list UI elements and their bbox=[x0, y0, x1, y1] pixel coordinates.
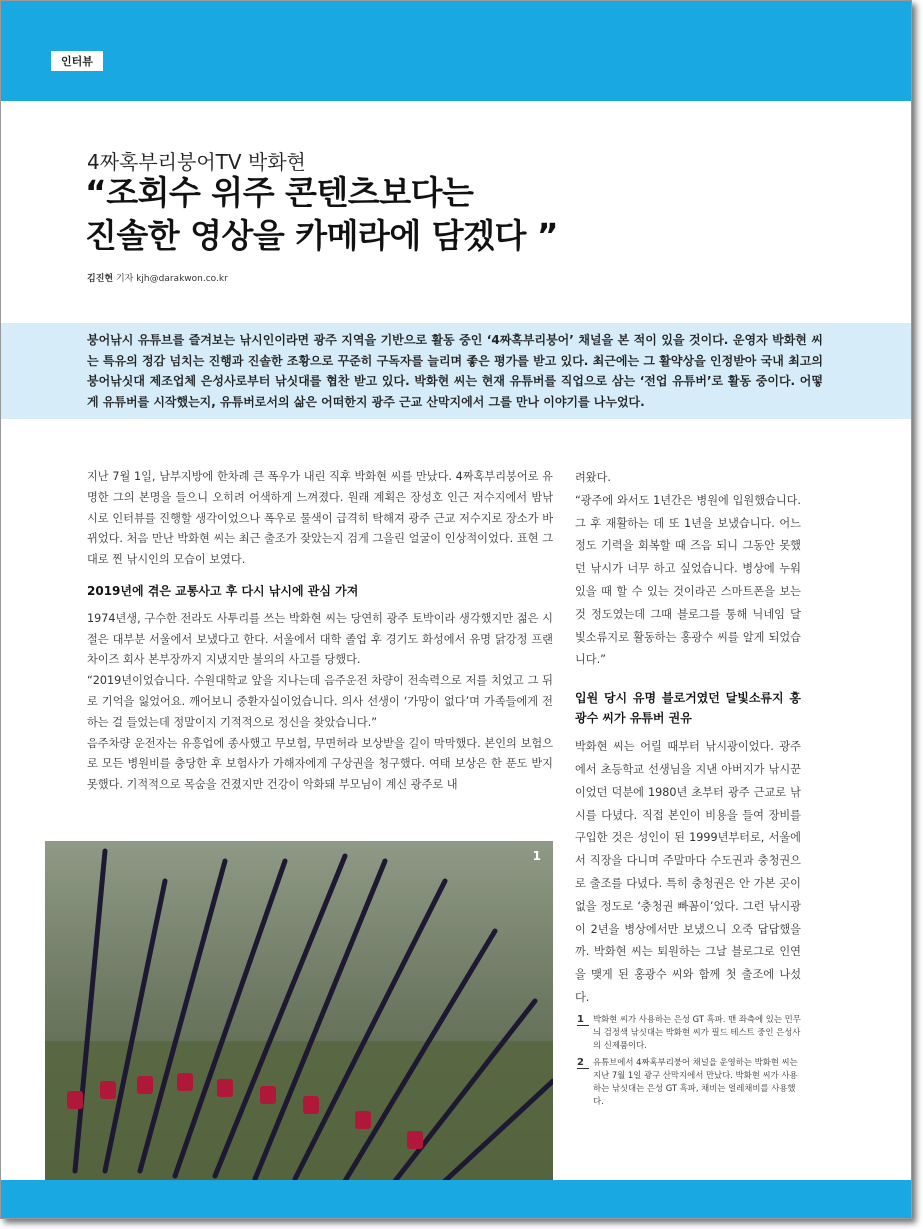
right-column bbox=[575, 467, 801, 1010]
body-paragraph: 려왔다. bbox=[575, 471, 611, 484]
section-tag: 인터뷰 bbox=[51, 51, 103, 71]
subheading: 2019년에 겪은 교통사고 후 다시 낚시에 관심 가져 bbox=[87, 583, 359, 598]
caption-text: 박화현 씨가 사용하는 은성 GT 흑파. 맨 좌측에 있는 민무늬 검정색 낚싯대는 박화현 씨가 필드 테스트 중인 은성사의 신제품이다. bbox=[593, 1014, 801, 1050]
body-paragraph: “광주에 와서도 1년간은 병원에 입원했습니다. 그 후 재활하는 데 또 1년을 보냈습니다. 어느 정도 기력을 회복할 때 즈음 되니 그동안 못했던 낚시가 너무 하고 싶었습니다. 병상에 누워있을 때 할 수 있는 것이라곤 스마트폰을 보는 것 정도였는데 그때 블로그를 통해 닉네임 달빛소류지로 활동하는 홍광수 씨를 알게 되었습니다.” bbox=[575, 493, 801, 667]
bottom-color-band bbox=[1, 1180, 911, 1218]
headline bbox=[85, 171, 558, 257]
top-color-band bbox=[1, 1, 911, 101]
body-paragraph: 박화현 씨는 어릴 때부터 낚시광이었다. 광주에서 초등학교 선생님을 지낸 아버지가 낚시꾼이었던 덕분에 1980년 초부터 광주 근교로 낚시를 다녔다. 직접 본인이 비용을 들여 장비를 구입한 것은 성인이 된 1999년부터로, 서울에서 직장을 다니며 주말마다 수도권과 충청권으로 출조를 다녔다. 특히 충청권은 안 가본 곳이 없을 정도로 ‘충청권 빠꼼이’었다. 그런 낚시광이 2년을 병상에서만 보냈으니 오죽 답답했을까. 박화현 씨는 퇴원하는 그날 블로그로 인연을 맺게 된 홍광수 씨와 함께 첫 출조에 나섰다. bbox=[575, 740, 801, 1004]
subheading: 입원 당시 유명 블로거였던 달빛소류지 홍광수 씨가 유튜버 권유 bbox=[575, 691, 801, 726]
body-paragraph: “2019년이었습니다. 수원대학교 앞을 지나는데 음주운전 차량이 전속력으로 저를 치었고 그 뒤로 기억을 잃었어요. 깨어보니 중환자실이었습니다. 의사 선생이 ‘가망이 없다’며 가족들에게 전하는 걸 들었는데 정말이지 기적적으로 정신을 찾았습니다.” bbox=[87, 674, 553, 729]
byline-rest: 기자 kjh@darakwon.co.kr bbox=[113, 274, 228, 284]
caption-number: 2 bbox=[577, 1056, 589, 1069]
left-column bbox=[87, 467, 553, 796]
body-paragraph: 1974년생, 구수한 전라도 사투리를 쓰는 박화현 씨는 당연히 광주 토박이라 생각했지만 젊은 시절은 대부분 서울에서 보냈다고 한다. 서울에서 대학 졸업 후 경기도 화성에서 유명 닭강정 프랜차이즈 회사 본부장까지 지냈지만 불의의 사고를 당했다. bbox=[87, 611, 553, 667]
fishing-rods-photo bbox=[45, 841, 553, 1181]
caption-text: 유튜브에서 4짜혹부리붕어 채널을 운영하는 박화현 씨는 지난 7월 1일 광구 산막지에서 만났다. 박화현 씨가 사용하는 낚싯대는 은성 GT 흑파, 채비는 얼레채비를 사용했다. bbox=[593, 1057, 798, 1106]
lead-box bbox=[1, 323, 911, 419]
photo-captions bbox=[577, 1013, 803, 1112]
photo-illustration bbox=[45, 841, 553, 1181]
caption-item bbox=[577, 1056, 803, 1108]
headline-line-2: 진솔한 영상을 카메라에 담겠다 ” bbox=[85, 216, 559, 255]
caption-number: 1 bbox=[577, 1013, 589, 1026]
body-paragraph: 음주차량 운전자는 유흥업에 종사했고 무보험, 무면허라 보상받을 길이 막막했다. 본인의 보험으로 모든 병원비를 충당한 후 보험사가 가해자에게 구상권을 청구했다. 여태 보상은 한 푼도 받지 못했다. 기적적으로 목숨을 건졌지만 건강이 악화돼 부모님이 계신 광주로 내 bbox=[87, 736, 553, 792]
lead-paragraph: 붕어낚시 유튜브를 즐겨보는 낚시인이라면 광주 지역을 기반으로 활동 중인 ‘4짜혹부리붕어’ 채널을 본 적이 있을 것이다. 운영자 박화현 씨는 특유의 정감 넘치는 진행과 진솔한 조황으로 꾸준히 구독자를 늘리며 좋은 평가를 받고 있다. 최근에는 그 활약상을 인정받아 국내 최고의 붕어낚싯대 제조업체 은성사로부터 낚싯대를 협찬 받고 있다. 박화현 씨는 현재 유튜버를 직업으로 삼는 ‘전업 유튜버’로 활동 중이다. 어떻게 유튜버를 시작했는지, 유튜버로서의 삶은 어떠한지 광주 근교 산막지에서 그를 만나 이야기를 나누었다. bbox=[87, 333, 823, 409]
byline bbox=[87, 271, 228, 284]
photo-number: 1 bbox=[532, 849, 541, 863]
body-paragraph: 지난 7월 1일, 남부지방에 한차례 큰 폭우가 내린 직후 박화현 씨를 만났다. 4짜혹부리붕어로 유명한 그의 본명을 들으니 오히려 어색하게 느껴졌다. 원래 계획은 장성호 인근 저수지에서 밤낚시로 인터뷰를 진행할 생각이었으나 폭우로 물색이 급격히 탁해져 광주 근교 저수지로 장소가 바뀌었다. 처음 만난 박화현 씨는 최근 출조가 잦았는지 검게 그을린 얼굴이 인상적이었다. 표현 그대로 찐 낚시인의 모습이 보였다. bbox=[87, 470, 553, 567]
kicker: 4짜혹부리붕어TV 박화현 bbox=[87, 150, 306, 174]
caption-item bbox=[577, 1013, 803, 1052]
headline-line-1: “조회수 위주 콘텐츠보다는 bbox=[85, 173, 474, 212]
byline-name: 김진현 bbox=[87, 274, 114, 284]
